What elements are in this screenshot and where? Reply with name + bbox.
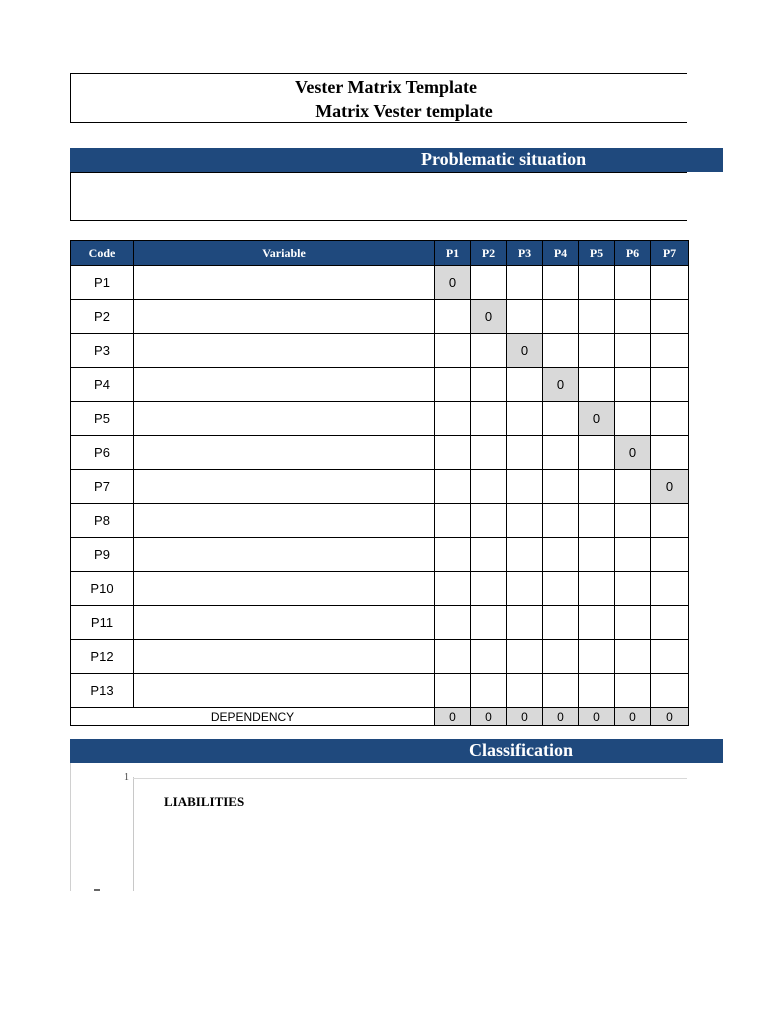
dependency-value: 0 bbox=[471, 708, 507, 726]
row-variable-cell[interactable] bbox=[134, 470, 435, 504]
matrix-cell[interactable] bbox=[435, 504, 471, 538]
matrix-cell[interactable] bbox=[579, 640, 615, 674]
matrix-cell[interactable] bbox=[471, 334, 507, 368]
matrix-cell[interactable] bbox=[471, 640, 507, 674]
matrix-cell[interactable] bbox=[471, 266, 507, 300]
row-code: P13 bbox=[71, 674, 134, 708]
classification-section-title: Classification bbox=[469, 740, 574, 760]
matrix-header-row bbox=[71, 241, 689, 266]
matrix-cell[interactable] bbox=[579, 334, 615, 368]
matrix-cell[interactable] bbox=[507, 470, 543, 504]
matrix-cell[interactable] bbox=[435, 606, 471, 640]
matrix-cell[interactable] bbox=[435, 334, 471, 368]
classification-chart-area bbox=[70, 763, 723, 891]
header-col: P7 bbox=[651, 241, 689, 266]
matrix-diagonal-cell[interactable]: 0 bbox=[615, 436, 651, 470]
matrix-row bbox=[71, 504, 689, 538]
matrix-cell[interactable] bbox=[471, 402, 507, 436]
row-variable-cell[interactable] bbox=[134, 572, 435, 606]
matrix-cell[interactable] bbox=[579, 504, 615, 538]
dependency-value: 0 bbox=[435, 708, 471, 726]
vester-matrix-table bbox=[70, 240, 689, 726]
chart-border bbox=[70, 763, 71, 891]
header-variable: Variable bbox=[134, 241, 435, 266]
matrix-cell[interactable] bbox=[543, 334, 579, 368]
matrix-cell[interactable] bbox=[435, 470, 471, 504]
matrix-diagonal-cell[interactable]: 0 bbox=[435, 266, 471, 300]
problem-section-header bbox=[70, 148, 723, 172]
matrix-cell[interactable] bbox=[615, 402, 651, 436]
row-code: P9 bbox=[71, 538, 134, 572]
row-variable-cell[interactable] bbox=[134, 334, 435, 368]
matrix-row bbox=[71, 470, 689, 504]
matrix-cell[interactable] bbox=[471, 572, 507, 606]
matrix-diagonal-cell[interactable]: 0 bbox=[507, 334, 543, 368]
matrix-cell[interactable] bbox=[651, 606, 689, 640]
matrix-cell[interactable] bbox=[651, 572, 689, 606]
matrix-cell[interactable] bbox=[615, 640, 651, 674]
chart-y-axis bbox=[133, 777, 134, 891]
header-code: Code bbox=[71, 241, 134, 266]
matrix-diagonal-cell[interactable]: 0 bbox=[579, 402, 615, 436]
matrix-cell[interactable] bbox=[615, 538, 651, 572]
matrix-cell[interactable] bbox=[651, 436, 689, 470]
matrix-cell[interactable] bbox=[651, 538, 689, 572]
matrix-cell[interactable] bbox=[615, 572, 651, 606]
matrix-cell[interactable] bbox=[471, 606, 507, 640]
matrix-cell[interactable] bbox=[579, 470, 615, 504]
matrix-cell[interactable] bbox=[615, 300, 651, 334]
problem-description-box[interactable] bbox=[70, 172, 687, 221]
matrix-cell[interactable] bbox=[435, 368, 471, 402]
matrix-cell[interactable] bbox=[507, 300, 543, 334]
axis-tick-label: 1 bbox=[124, 772, 129, 783]
matrix-row bbox=[71, 538, 689, 572]
axis-tick-mark bbox=[94, 889, 100, 891]
matrix-cell[interactable] bbox=[615, 606, 651, 640]
matrix-cell[interactable] bbox=[651, 266, 689, 300]
row-variable-cell[interactable] bbox=[134, 504, 435, 538]
row-code: P11 bbox=[71, 606, 134, 640]
matrix-cell[interactable] bbox=[543, 402, 579, 436]
matrix-cell[interactable] bbox=[543, 606, 579, 640]
matrix-cell[interactable] bbox=[543, 572, 579, 606]
row-code: P12 bbox=[71, 640, 134, 674]
matrix-cell[interactable] bbox=[579, 674, 615, 708]
matrix-row bbox=[71, 334, 689, 368]
matrix-diagonal-cell[interactable]: 0 bbox=[651, 470, 689, 504]
matrix-diagonal-cell[interactable]: 0 bbox=[543, 368, 579, 402]
row-code: P4 bbox=[71, 368, 134, 402]
matrix-row bbox=[71, 640, 689, 674]
matrix-cell[interactable] bbox=[507, 640, 543, 674]
matrix-cell[interactable] bbox=[435, 572, 471, 606]
matrix-row bbox=[71, 300, 689, 334]
row-code: P2 bbox=[71, 300, 134, 334]
matrix-cell[interactable] bbox=[507, 674, 543, 708]
matrix-cell[interactable] bbox=[615, 334, 651, 368]
document-subtitle: Matrix Vester template bbox=[315, 101, 493, 121]
matrix-cell[interactable] bbox=[579, 368, 615, 402]
matrix-row bbox=[71, 266, 689, 300]
matrix-row bbox=[71, 606, 689, 640]
matrix-cell[interactable] bbox=[471, 436, 507, 470]
matrix-cell[interactable] bbox=[651, 334, 689, 368]
matrix-cell[interactable] bbox=[435, 538, 471, 572]
dependency-row bbox=[71, 708, 689, 726]
header-col: P4 bbox=[543, 241, 579, 266]
matrix-diagonal-cell[interactable]: 0 bbox=[471, 300, 507, 334]
chart-gridline bbox=[133, 778, 687, 779]
matrix-cell[interactable] bbox=[507, 368, 543, 402]
matrix-cell[interactable] bbox=[579, 300, 615, 334]
matrix-row bbox=[71, 674, 689, 708]
matrix-cell[interactable] bbox=[579, 266, 615, 300]
matrix-cell[interactable] bbox=[543, 266, 579, 300]
row-variable-cell[interactable] bbox=[134, 368, 435, 402]
dependency-value: 0 bbox=[615, 708, 651, 726]
matrix-cell[interactable] bbox=[543, 640, 579, 674]
matrix-cell[interactable] bbox=[543, 504, 579, 538]
row-code: P1 bbox=[71, 266, 134, 300]
dependency-label: DEPENDENCY bbox=[71, 708, 435, 726]
matrix-cell[interactable] bbox=[615, 470, 651, 504]
matrix-row bbox=[71, 572, 689, 606]
row-code: P7 bbox=[71, 470, 134, 504]
matrix-cell[interactable] bbox=[471, 674, 507, 708]
row-code: P6 bbox=[71, 436, 134, 470]
dependency-value: 0 bbox=[507, 708, 543, 726]
row-code: P5 bbox=[71, 402, 134, 436]
row-variable-cell[interactable] bbox=[134, 674, 435, 708]
matrix-cell[interactable] bbox=[507, 402, 543, 436]
header-col: P6 bbox=[615, 241, 651, 266]
document-title: Vester Matrix Template bbox=[295, 77, 477, 97]
matrix-cell[interactable] bbox=[507, 606, 543, 640]
header-col: P1 bbox=[435, 241, 471, 266]
row-code: P8 bbox=[71, 504, 134, 538]
classification-section-header bbox=[70, 739, 723, 763]
row-variable-cell[interactable] bbox=[134, 266, 435, 300]
matrix-cell[interactable] bbox=[543, 300, 579, 334]
matrix-cell[interactable] bbox=[507, 436, 543, 470]
matrix-row bbox=[71, 436, 689, 470]
matrix-cell[interactable] bbox=[471, 470, 507, 504]
matrix-cell[interactable] bbox=[651, 674, 689, 708]
dependency-value: 0 bbox=[651, 708, 689, 726]
matrix-cell[interactable] bbox=[435, 640, 471, 674]
row-variable-cell[interactable] bbox=[134, 402, 435, 436]
row-variable-cell[interactable] bbox=[134, 436, 435, 470]
matrix-cell[interactable] bbox=[507, 572, 543, 606]
matrix-cell[interactable] bbox=[579, 606, 615, 640]
header-col: P5 bbox=[579, 241, 615, 266]
row-code: P10 bbox=[71, 572, 134, 606]
matrix-cell[interactable] bbox=[543, 470, 579, 504]
matrix-cell[interactable] bbox=[507, 266, 543, 300]
matrix-cell[interactable] bbox=[579, 436, 615, 470]
title-box bbox=[70, 73, 687, 123]
header-col: P2 bbox=[471, 241, 507, 266]
quadrant-label-liabilities: LIABILITIES bbox=[164, 794, 245, 809]
matrix-cell[interactable] bbox=[507, 538, 543, 572]
matrix-cell[interactable] bbox=[543, 674, 579, 708]
matrix-cell[interactable] bbox=[471, 368, 507, 402]
matrix-cell[interactable] bbox=[651, 640, 689, 674]
matrix-cell[interactable] bbox=[435, 402, 471, 436]
matrix-cell[interactable] bbox=[543, 436, 579, 470]
matrix-cell[interactable] bbox=[507, 504, 543, 538]
dependency-value: 0 bbox=[579, 708, 615, 726]
matrix-cell[interactable] bbox=[435, 436, 471, 470]
dependency-value: 0 bbox=[543, 708, 579, 726]
matrix-cell[interactable] bbox=[651, 402, 689, 436]
matrix-cell[interactable] bbox=[651, 300, 689, 334]
row-variable-cell[interactable] bbox=[134, 606, 435, 640]
matrix-cell[interactable] bbox=[471, 538, 507, 572]
row-code: P3 bbox=[71, 334, 134, 368]
matrix-cell[interactable] bbox=[435, 674, 471, 708]
matrix-cell[interactable] bbox=[543, 538, 579, 572]
row-variable-cell[interactable] bbox=[134, 538, 435, 572]
matrix-cell[interactable] bbox=[471, 504, 507, 538]
matrix-cell[interactable] bbox=[579, 538, 615, 572]
matrix-row bbox=[71, 368, 689, 402]
matrix-row bbox=[71, 402, 689, 436]
matrix-cell[interactable] bbox=[615, 674, 651, 708]
matrix-cell[interactable] bbox=[615, 504, 651, 538]
matrix-cell[interactable] bbox=[435, 300, 471, 334]
row-variable-cell[interactable] bbox=[134, 640, 435, 674]
matrix-cell[interactable] bbox=[579, 572, 615, 606]
matrix-cell[interactable] bbox=[615, 266, 651, 300]
row-variable-cell[interactable] bbox=[134, 300, 435, 334]
header-col: P3 bbox=[507, 241, 543, 266]
matrix-cell[interactable] bbox=[615, 368, 651, 402]
problem-section-title: Problematic situation bbox=[421, 149, 587, 169]
matrix-cell[interactable] bbox=[651, 368, 689, 402]
matrix-cell[interactable] bbox=[651, 504, 689, 538]
